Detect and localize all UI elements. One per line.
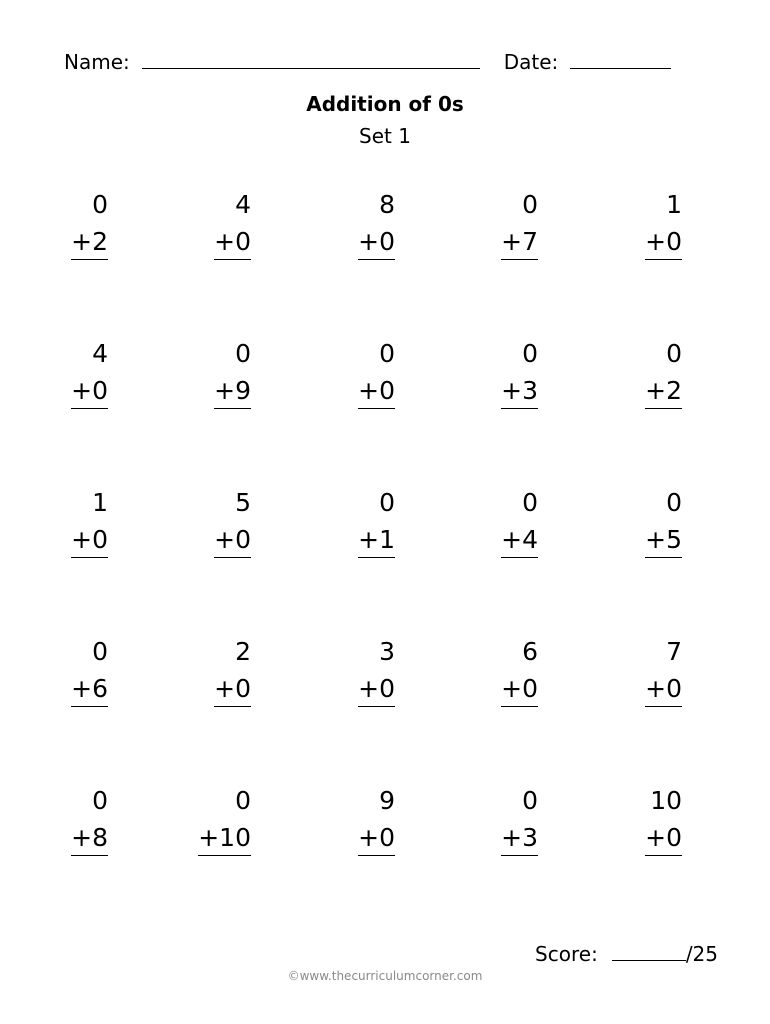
addition-problem: [645, 335, 682, 409]
addition-problem: [645, 484, 682, 558]
top-number: 0: [666, 488, 682, 517]
top-number: 4: [235, 190, 251, 219]
addend: +0: [645, 821, 682, 856]
top-number: 0: [666, 339, 682, 368]
name-label: Name:: [64, 50, 130, 74]
top-number: 8: [379, 190, 395, 219]
addition-problem: [358, 484, 395, 558]
top-number: 6: [522, 637, 538, 666]
problem-row: [0, 633, 770, 782]
addition-problem: [71, 633, 108, 707]
header-line: [64, 46, 671, 76]
top-number: 10: [650, 786, 682, 815]
problem-row: [0, 484, 770, 633]
addition-problem: [358, 782, 395, 856]
top-number: 7: [666, 637, 682, 666]
addition-problem: [71, 782, 108, 856]
score-label: Score:: [535, 942, 598, 966]
addition-problem: [358, 335, 395, 409]
addition-problem: [501, 186, 538, 260]
addend: +0: [71, 374, 108, 409]
score-total: /25: [685, 942, 718, 966]
top-number: 0: [235, 786, 251, 815]
addition-problem: [358, 633, 395, 707]
addend: +2: [71, 225, 108, 260]
addend: +0: [214, 672, 251, 707]
addition-problem: [501, 782, 538, 856]
addend: +7: [501, 225, 538, 260]
problem-grid: [0, 186, 770, 931]
worksheet-subtitle: Set 1: [359, 124, 411, 148]
addend: +9: [214, 374, 251, 409]
problem-row: [0, 186, 770, 335]
addition-problem: [214, 484, 251, 558]
top-number: 0: [522, 786, 538, 815]
top-number: 0: [92, 637, 108, 666]
top-number: 0: [92, 190, 108, 219]
addend: +10: [198, 821, 251, 856]
top-number: 0: [522, 339, 538, 368]
date-label: Date:: [503, 50, 559, 74]
name-field[interactable]: [142, 46, 480, 69]
problem-row: [0, 335, 770, 484]
top-number: 0: [379, 339, 395, 368]
addend: +3: [501, 821, 538, 856]
addition-problem: [214, 186, 251, 260]
addend: +2: [645, 374, 682, 409]
addition-problem: [214, 633, 251, 707]
worksheet-title: Addition of 0s: [306, 92, 464, 116]
top-number: 4: [92, 339, 108, 368]
addition-problem: [358, 186, 395, 260]
addend: +4: [501, 523, 538, 558]
addition-problem: [645, 633, 682, 707]
score-field[interactable]: [612, 938, 686, 961]
addend: +0: [214, 225, 251, 260]
top-number: 0: [522, 488, 538, 517]
addend: +0: [71, 523, 108, 558]
addend: +8: [71, 821, 108, 856]
copyright-footer: ©www.thecurriculumcorner.com: [287, 969, 483, 983]
addend: +0: [645, 672, 682, 707]
addend: +1: [358, 523, 395, 558]
addend: +0: [358, 374, 395, 409]
addition-problem: [501, 633, 538, 707]
top-number: 0: [92, 786, 108, 815]
top-number: 0: [522, 190, 538, 219]
addend: +0: [358, 225, 395, 260]
addend: +0: [214, 523, 251, 558]
problem-row: [0, 782, 770, 931]
addend: +3: [501, 374, 538, 409]
addend: +0: [645, 225, 682, 260]
top-number: 3: [379, 637, 395, 666]
addend: +0: [358, 821, 395, 856]
addend: +0: [501, 672, 538, 707]
addition-problem: [501, 484, 538, 558]
top-number: 1: [92, 488, 108, 517]
addition-problem: [71, 186, 108, 260]
addend: +0: [358, 672, 395, 707]
top-number: 0: [235, 339, 251, 368]
addition-problem: [198, 782, 251, 856]
addend: +6: [71, 672, 108, 707]
score-line: [535, 938, 718, 966]
addition-problem: [71, 484, 108, 558]
date-field[interactable]: [570, 46, 671, 69]
addition-problem: [501, 335, 538, 409]
top-number: 0: [379, 488, 395, 517]
addition-problem: [645, 186, 682, 260]
top-number: 5: [235, 488, 251, 517]
top-number: 2: [235, 637, 251, 666]
addition-problem: [645, 782, 682, 856]
addend: +5: [645, 523, 682, 558]
top-number: 1: [666, 190, 682, 219]
addition-problem: [71, 335, 108, 409]
top-number: 9: [379, 786, 395, 815]
addition-problem: [214, 335, 251, 409]
